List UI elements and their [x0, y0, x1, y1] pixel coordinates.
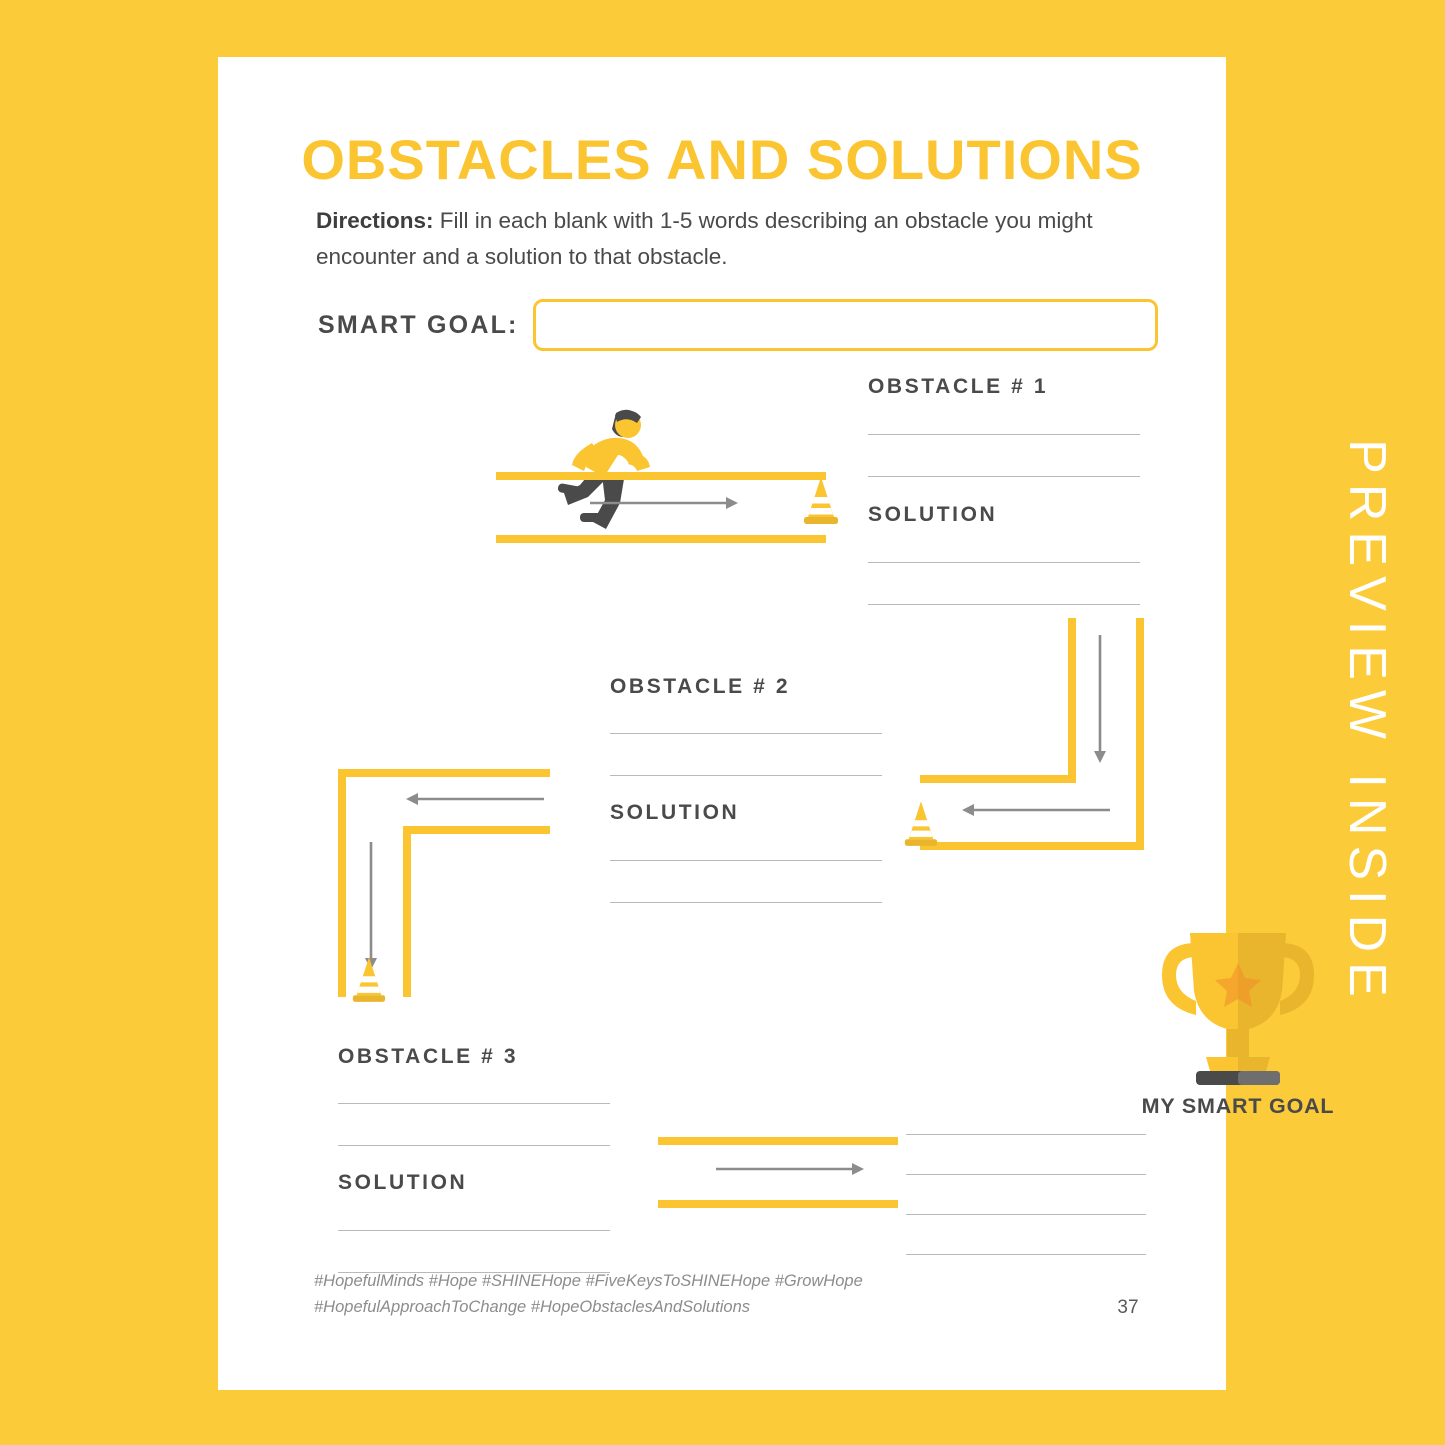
goal-line-3 [906, 1214, 1146, 1215]
page-number: 37 [1117, 1297, 1139, 1318]
obstacle-1-line-2 [868, 476, 1140, 477]
page-title: OBSTACLES AND SOLUTIONS [301, 128, 1143, 191]
track-2-arrow-down [1092, 635, 1108, 765]
track-4-top-bar [658, 1137, 898, 1145]
goal-line-1 [906, 1134, 1146, 1135]
hashtags [314, 1269, 1014, 1320]
track-2-inner-horizontal [920, 775, 1076, 783]
track-1-bottom-bar [496, 535, 826, 543]
track-3-outer-horizontal [338, 769, 550, 777]
solution-1-line-1 [868, 562, 1140, 563]
trophy-icon [1148, 919, 1328, 1089]
solution-3-line-1 [338, 1230, 610, 1231]
track-2-inner-vertical [1068, 618, 1076, 783]
goal-line-2 [906, 1174, 1146, 1175]
track-1-top-bar [496, 472, 826, 480]
preview-inside-text: PREVIEW INSIDE [1338, 438, 1397, 1007]
obstacle-2-label: OBSTACLE # 2 [610, 675, 791, 698]
solution-2-line-2 [610, 902, 882, 903]
obstacle-1-line-1 [868, 434, 1140, 435]
hashtags-line-1: #HopefulMinds #Hope #SHINEHope #FiveKeysToSHINEHope #GrowHope [314, 1272, 863, 1290]
cone-icon-3 [350, 955, 388, 1005]
track-1-arrow [590, 495, 740, 511]
smart-goal-input[interactable] [533, 299, 1158, 351]
obstacle-1-label: OBSTACLE # 1 [868, 375, 1049, 398]
obstacle-2-line-1 [610, 733, 882, 734]
hashtags-line-2: #HopefulApproachToChange #HopeObstaclesAndSolutions [314, 1297, 751, 1316]
cone-icon-2 [902, 799, 940, 849]
directions-label: Directions: [316, 208, 434, 233]
track-3-inner-horizontal [403, 826, 550, 834]
solution-1-line-2 [868, 604, 1140, 605]
directions-body: Fill in each blank with 1-5 words describing an obstacle you might encounter and a solution to that obstacle. [316, 208, 1093, 269]
track-2-outer-horizontal [920, 842, 1144, 850]
runner-illustration [554, 403, 674, 533]
track-3-inner-vertical [403, 826, 411, 997]
solution-2-line-1 [610, 860, 882, 861]
track-4-arrow [716, 1161, 866, 1177]
track-3-arrow-left [404, 791, 544, 807]
track-2-outer-vertical [1136, 618, 1144, 850]
obstacle-3-line-1 [338, 1103, 610, 1104]
solution-2-label: SOLUTION [610, 801, 740, 824]
worksheet-page [218, 57, 1335, 1390]
solution-1-label: SOLUTION [868, 503, 998, 526]
directions-text [316, 203, 1146, 274]
obstacle-2-line-2 [610, 775, 882, 776]
preview-inside-watermark [1307, 0, 1427, 1445]
obstacle-3-line-2 [338, 1145, 610, 1146]
track-3-outer-vertical [338, 769, 346, 997]
smart-goal-label: SMART GOAL: [318, 310, 519, 339]
goal-caption: MY SMART GOAL [1141, 1094, 1335, 1118]
track-4-bottom-bar [658, 1200, 898, 1208]
goal-line-4 [906, 1254, 1146, 1255]
cone-icon-1 [801, 475, 841, 527]
smart-goal-row [318, 297, 1158, 353]
track-2-arrow-left [960, 802, 1110, 818]
track-3-arrow-down [363, 842, 379, 972]
obstacle-3-label: OBSTACLE # 3 [338, 1045, 519, 1068]
solution-3-label: SOLUTION [338, 1171, 468, 1194]
